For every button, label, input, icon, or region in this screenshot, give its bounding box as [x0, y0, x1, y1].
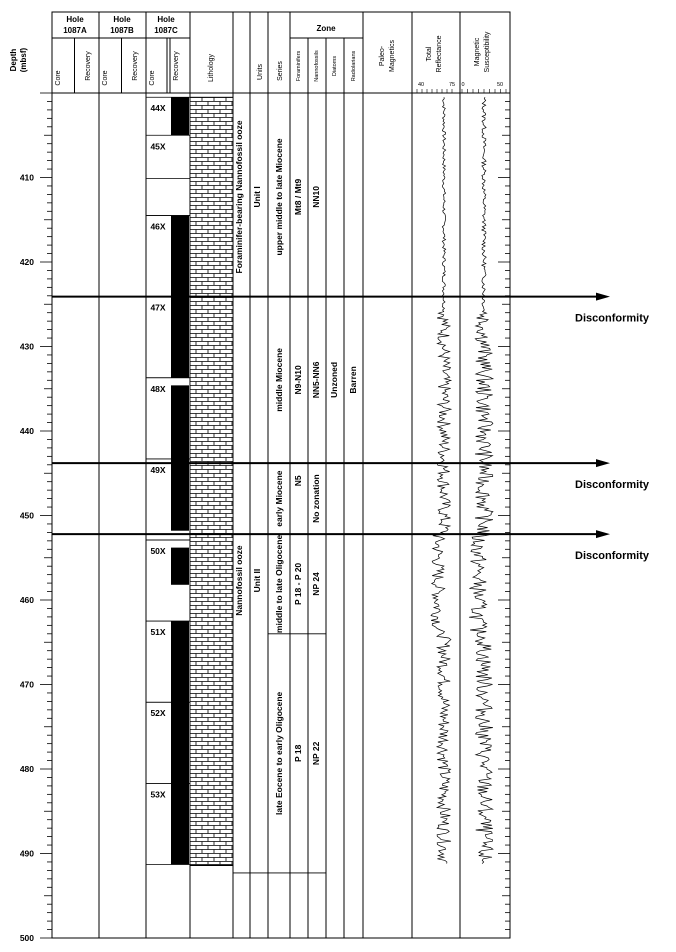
zone-sub-header: Nannofossils	[314, 50, 320, 82]
depth-label-430: 430	[19, 341, 34, 352]
series-header: Series	[277, 61, 284, 81]
depth-unit: (mbsf)	[19, 47, 28, 73]
foraminifer-zone: N5	[293, 475, 303, 487]
reflectance-header: Reflectance	[436, 35, 443, 73]
hole-name: Hole	[66, 15, 84, 24]
core-label: 49X	[150, 464, 166, 475]
lithology-pattern	[190, 97, 233, 864]
depth-label-450: 450	[19, 510, 34, 521]
recovery-header: Recovery	[132, 51, 139, 81]
susceptibility-header: Magnetic	[474, 37, 481, 67]
reflectance-tick-label: 40	[417, 82, 425, 88]
disconformity-label: Disconformity	[575, 312, 649, 325]
core-recovery-bar	[171, 621, 189, 702]
core-recovery-bar	[171, 459, 189, 531]
series-label: late Eocene to early Oligocene	[274, 691, 284, 816]
susceptibility-curve	[469, 97, 493, 863]
disconformity-label: Disconformity	[575, 479, 649, 492]
hole-name: Hole	[113, 15, 131, 24]
depth-label-500: 500	[19, 933, 34, 943]
unit-label: Unit I	[252, 186, 262, 208]
core-label: 44X	[150, 103, 166, 114]
depth-label-490: 490	[19, 848, 34, 859]
core-label: 47X	[150, 302, 166, 313]
series-label: upper middle to late Miocene	[274, 138, 284, 256]
zone-sub-header: Foraminifers	[296, 50, 302, 82]
foraminifer-zone: N9-N10	[293, 365, 303, 395]
series-label: early Miocene	[274, 470, 284, 527]
disconformity-label: Disconformity	[575, 550, 649, 563]
diatom-zone: Unzoned	[329, 361, 339, 398]
hole-name: Hole	[157, 15, 175, 24]
core-label: 51X	[150, 627, 166, 638]
depth-label-480: 480	[19, 764, 34, 774]
susceptibility-tick-label: 0	[461, 82, 465, 88]
disconformity-arrow	[596, 293, 610, 301]
zone-sub-header: Diatoms	[332, 55, 338, 77]
core-recovery-bar	[171, 783, 189, 864]
reflectance-curve	[431, 97, 451, 863]
no-zonation-label: No zonation	[311, 474, 321, 523]
foraminifer-zone: P 18 - P 20	[293, 562, 303, 606]
unit-label: Unit II	[252, 568, 262, 593]
lithology-label: Foraminifer-bearing Nannofossil ooze	[234, 120, 244, 274]
reflectance-tick-label: 75	[448, 82, 456, 88]
core-header: Core	[102, 70, 109, 86]
core-label: 50X	[150, 546, 166, 557]
core-recovery-bar	[171, 702, 189, 783]
depth-label-420: 420	[19, 257, 34, 267]
hole-id: 1087C	[154, 26, 178, 35]
depth-label-410: 410	[19, 172, 34, 183]
reflectance-header: Total	[426, 46, 433, 62]
core-recovery-bar	[171, 97, 189, 135]
susceptibility-tick-label: 50	[496, 82, 504, 88]
units-header: Units	[257, 64, 264, 80]
series-label: middle to late Oligocene	[274, 534, 284, 634]
series-label: middle Miocene	[274, 347, 284, 412]
depth-label-470: 470	[19, 679, 34, 690]
hole-id: 1087A	[63, 26, 87, 35]
radiolarian-zone: Barren	[348, 366, 358, 394]
core-label: 48X	[150, 383, 166, 394]
recovery-header: Recovery	[85, 51, 92, 81]
lithology-label: Nannofossil ooze	[234, 545, 244, 616]
paleomag-header: Magnetics	[389, 40, 396, 72]
core-label: 45X	[150, 141, 166, 152]
core-label: 53X	[150, 789, 166, 800]
susceptibility-header: Susceptibility	[484, 31, 491, 73]
core-label: 46X	[150, 221, 166, 232]
core-recovery-bar	[171, 297, 189, 378]
depth-label: Depth	[9, 48, 18, 72]
zone-header: Zone	[316, 24, 336, 33]
hole-id: 1087B	[110, 26, 134, 35]
nannofossil-zone: NP 22	[311, 741, 321, 766]
lithology-header: Lithology	[208, 53, 215, 83]
depth-label-460: 460	[19, 595, 34, 605]
disconformity-arrow	[596, 459, 610, 467]
core-label: 52X	[150, 708, 166, 719]
paleomag-header: Paleo-	[379, 45, 386, 67]
core-recovery-bar	[171, 385, 189, 459]
core-recovery-bar	[171, 548, 189, 585]
nannofossil-zone: NP 24	[311, 572, 321, 596]
foraminifer-zone: P 18	[293, 744, 303, 763]
foraminifer-zone: Mt8 / Mt9	[293, 178, 303, 216]
depth-label-440: 440	[19, 426, 34, 436]
core-recovery-bar	[171, 216, 189, 297]
disconformity-arrow	[596, 530, 610, 538]
zone-sub-header: Radiolarians	[351, 50, 357, 82]
nannofossil-zone: NN5-NN6	[311, 361, 321, 399]
nannofossil-zone: NN10	[311, 186, 321, 208]
recovery-header: Recovery	[173, 51, 180, 81]
core-header: Core	[149, 70, 156, 86]
core-header: Core	[55, 70, 62, 86]
